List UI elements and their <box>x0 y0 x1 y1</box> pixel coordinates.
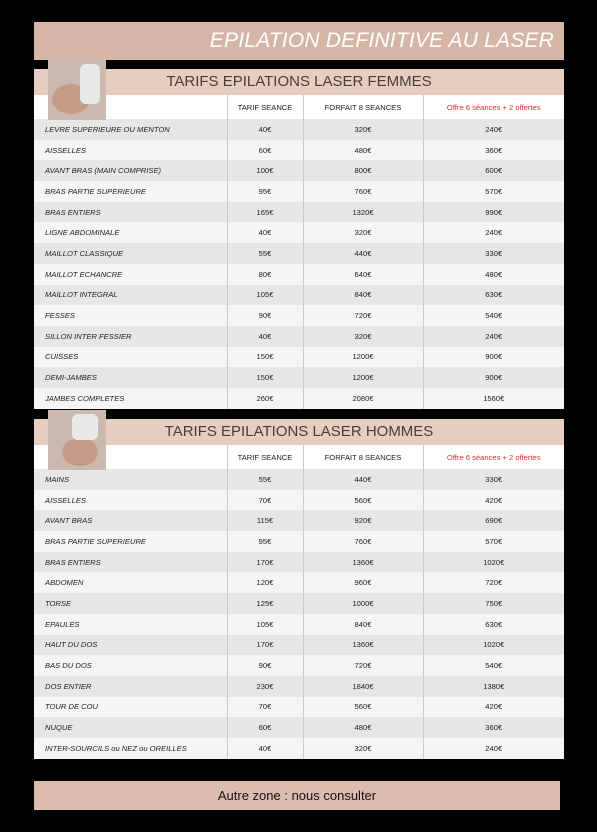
table-row <box>34 593 564 614</box>
table-row <box>34 160 564 181</box>
forfait-value: 640€ <box>303 264 423 285</box>
table-row <box>34 635 564 656</box>
offre-value: 720€ <box>423 572 564 593</box>
header-forfait: FORFAIT 8 SEANCES <box>303 95 423 119</box>
forfait-value: 560€ <box>303 697 423 718</box>
laser-treatment-photo-men <box>48 410 106 470</box>
header-offre: Offre 6 séances + 2 offertes <box>423 445 564 469</box>
table-row <box>34 510 564 531</box>
tarif-seance-value: 105€ <box>227 614 303 635</box>
offre-value: 630€ <box>423 285 564 306</box>
offre-value: 1560€ <box>423 388 564 409</box>
forfait-value: 2080€ <box>303 388 423 409</box>
table-row <box>34 572 564 593</box>
tarif-seance-value: 230€ <box>227 676 303 697</box>
section-hommes <box>34 419 564 759</box>
offre-value: 750€ <box>423 593 564 614</box>
zone-label: ABDOMEN <box>34 572 227 593</box>
zone-label: AVANT BRAS (MAIN COMPRISE) <box>34 160 227 181</box>
offre-value: 480€ <box>423 264 564 285</box>
tarif-seance-value: 40€ <box>227 222 303 243</box>
header-forfait: FORFAIT 8 SEANCES <box>303 445 423 469</box>
tarif-seance-value: 70€ <box>227 490 303 511</box>
table-body-hommes <box>34 469 564 759</box>
zone-label: AVANT BRAS <box>34 510 227 531</box>
page-title: EPILATION DEFINITIVE AU LASER <box>209 29 554 52</box>
forfait-value: 1360€ <box>303 635 423 656</box>
forfait-value: 320€ <box>303 738 423 759</box>
table-row <box>34 614 564 635</box>
zone-label: AISSELLES <box>34 490 227 511</box>
zone-label: CUISSES <box>34 347 227 368</box>
forfait-value: 960€ <box>303 572 423 593</box>
zone-label: HAUT DU DOS <box>34 635 227 656</box>
table-row <box>34 264 564 285</box>
forfait-value: 1360€ <box>303 552 423 573</box>
header-tarif-seance: TARIF SEANCE <box>227 445 303 469</box>
header-offre: Offre 6 séances + 2 offertes <box>423 95 564 119</box>
tarif-seance-value: 150€ <box>227 347 303 368</box>
tarif-seance-value: 55€ <box>227 243 303 264</box>
table-row <box>34 243 564 264</box>
table-row <box>34 202 564 223</box>
offre-value: 900€ <box>423 347 564 368</box>
zone-label: NUQUE <box>34 717 227 738</box>
tarif-seance-value: 170€ <box>227 635 303 656</box>
table-row <box>34 697 564 718</box>
offre-value: 240€ <box>423 222 564 243</box>
offre-value: 420€ <box>423 490 564 511</box>
table-row <box>34 655 564 676</box>
offre-value: 540€ <box>423 305 564 326</box>
offre-value: 360€ <box>423 140 564 161</box>
forfait-value: 800€ <box>303 160 423 181</box>
footer-text: Autre zone : nous consulter <box>217 788 377 803</box>
forfait-value: 320€ <box>303 222 423 243</box>
forfait-value: 560€ <box>303 490 423 511</box>
table-row <box>34 388 564 409</box>
forfait-value: 480€ <box>303 140 423 161</box>
table-row <box>34 469 564 490</box>
zone-label: AISSELLES <box>34 140 227 161</box>
zone-label: SILLON INTER FESSIER <box>34 326 227 347</box>
tarif-seance-value: 125€ <box>227 593 303 614</box>
table-row <box>34 222 564 243</box>
zone-label: DOS ENTIER <box>34 676 227 697</box>
offre-value: 690€ <box>423 510 564 531</box>
offre-value: 570€ <box>423 181 564 202</box>
tarif-seance-value: 95€ <box>227 181 303 202</box>
forfait-value: 1320€ <box>303 202 423 223</box>
tarif-seance-value: 55€ <box>227 469 303 490</box>
table-row <box>34 738 564 759</box>
offre-value: 1020€ <box>423 635 564 656</box>
table-row <box>34 367 564 388</box>
offre-value: 900€ <box>423 367 564 388</box>
offre-value: 1020€ <box>423 552 564 573</box>
table-row <box>34 676 564 697</box>
tarif-seance-value: 40€ <box>227 738 303 759</box>
table-row <box>34 119 564 140</box>
header-tarif-seance: TARIF SEANCE <box>227 95 303 119</box>
forfait-value: 760€ <box>303 181 423 202</box>
forfait-value: 480€ <box>303 717 423 738</box>
tarif-seance-value: 60€ <box>227 717 303 738</box>
forfait-value: 320€ <box>303 119 423 140</box>
tarif-seance-value: 80€ <box>227 264 303 285</box>
offre-value: 420€ <box>423 697 564 718</box>
forfait-value: 440€ <box>303 243 423 264</box>
zone-label: EPAULES <box>34 614 227 635</box>
tarif-seance-value: 40€ <box>227 326 303 347</box>
price-table-hommes <box>34 445 564 759</box>
zone-label: MAILLOT ECHANCRE <box>34 264 227 285</box>
table-row <box>34 552 564 573</box>
section-header-femmes <box>34 69 564 95</box>
contact-footer <box>34 781 560 810</box>
forfait-value: 1000€ <box>303 593 423 614</box>
table-body-femmes <box>34 119 564 409</box>
offre-value: 240€ <box>423 326 564 347</box>
tarif-seance-value: 115€ <box>227 510 303 531</box>
offre-value: 540€ <box>423 655 564 676</box>
table-row <box>34 305 564 326</box>
zone-label: MAINS <box>34 469 227 490</box>
offre-value: 330€ <box>423 243 564 264</box>
offre-value: 570€ <box>423 531 564 552</box>
zone-label: DEMI-JAMBES <box>34 367 227 388</box>
zone-label: BAS DU DOS <box>34 655 227 676</box>
forfait-value: 1200€ <box>303 367 423 388</box>
tarif-seance-value: 260€ <box>227 388 303 409</box>
section-title-hommes: TARIFS EPILATIONS LASER HOMMES <box>164 423 434 440</box>
offre-value: 1380€ <box>423 676 564 697</box>
tarif-seance-value: 150€ <box>227 367 303 388</box>
forfait-value: 920€ <box>303 510 423 531</box>
section-femmes <box>34 69 564 409</box>
tarif-seance-value: 165€ <box>227 202 303 223</box>
tarif-seance-value: 70€ <box>227 697 303 718</box>
forfait-value: 1840€ <box>303 676 423 697</box>
table-header-row <box>34 95 564 119</box>
tarif-seance-value: 40€ <box>227 119 303 140</box>
zone-label: LIGNE ABDOMINALE <box>34 222 227 243</box>
forfait-value: 320€ <box>303 326 423 347</box>
forfait-value: 1200€ <box>303 347 423 368</box>
tarif-seance-value: 120€ <box>227 572 303 593</box>
forfait-value: 840€ <box>303 285 423 306</box>
forfait-value: 720€ <box>303 655 423 676</box>
zone-label: MAILLOT CLASSIQUE <box>34 243 227 264</box>
zone-label: TORSE <box>34 593 227 614</box>
zone-label: LEVRE SUPERIEURE OU MENTON <box>34 119 227 140</box>
zone-label: BRAS PARTIE SUPERIEURE <box>34 181 227 202</box>
zone-label: BRAS PARTIE SUPERIEURE <box>34 531 227 552</box>
tarif-seance-value: 100€ <box>227 160 303 181</box>
section-header-hommes <box>34 419 564 445</box>
offre-value: 240€ <box>423 119 564 140</box>
table-row <box>34 531 564 552</box>
table-row <box>34 181 564 202</box>
forfait-value: 840€ <box>303 614 423 635</box>
zone-label: FESSES <box>34 305 227 326</box>
table-row <box>34 717 564 738</box>
laser-treatment-photo-women <box>48 58 106 120</box>
offre-value: 360€ <box>423 717 564 738</box>
table-header-row <box>34 445 564 469</box>
tarif-seance-value: 90€ <box>227 655 303 676</box>
offre-value: 630€ <box>423 614 564 635</box>
tarif-seance-value: 90€ <box>227 305 303 326</box>
zone-label: BRAS ENTIERS <box>34 202 227 223</box>
table-row <box>34 285 564 306</box>
forfait-value: 440€ <box>303 469 423 490</box>
forfait-value: 720€ <box>303 305 423 326</box>
table-row <box>34 326 564 347</box>
zone-label: BRAS ENTIERS <box>34 552 227 573</box>
title-banner <box>34 22 564 60</box>
tarif-seance-value: 95€ <box>227 531 303 552</box>
zone-label: MAILLOT INTEGRAL <box>34 285 227 306</box>
table-row <box>34 140 564 161</box>
price-table-femmes <box>34 95 564 409</box>
forfait-value: 760€ <box>303 531 423 552</box>
zone-label: JAMBES COMPLETES <box>34 388 227 409</box>
tarif-seance-value: 170€ <box>227 552 303 573</box>
table-row <box>34 347 564 368</box>
zone-label: TOUR DE COU <box>34 697 227 718</box>
tarif-seance-value: 105€ <box>227 285 303 306</box>
offre-value: 600€ <box>423 160 564 181</box>
offre-value: 990€ <box>423 202 564 223</box>
section-title-femmes: TARIFS EPILATIONS LASER FEMMES <box>166 73 432 90</box>
offre-value: 240€ <box>423 738 564 759</box>
zone-label: INTER-SOURCILS ou NEZ ou OREILLES <box>34 738 227 759</box>
offre-value: 330€ <box>423 469 564 490</box>
tarif-seance-value: 60€ <box>227 140 303 161</box>
table-row <box>34 490 564 511</box>
